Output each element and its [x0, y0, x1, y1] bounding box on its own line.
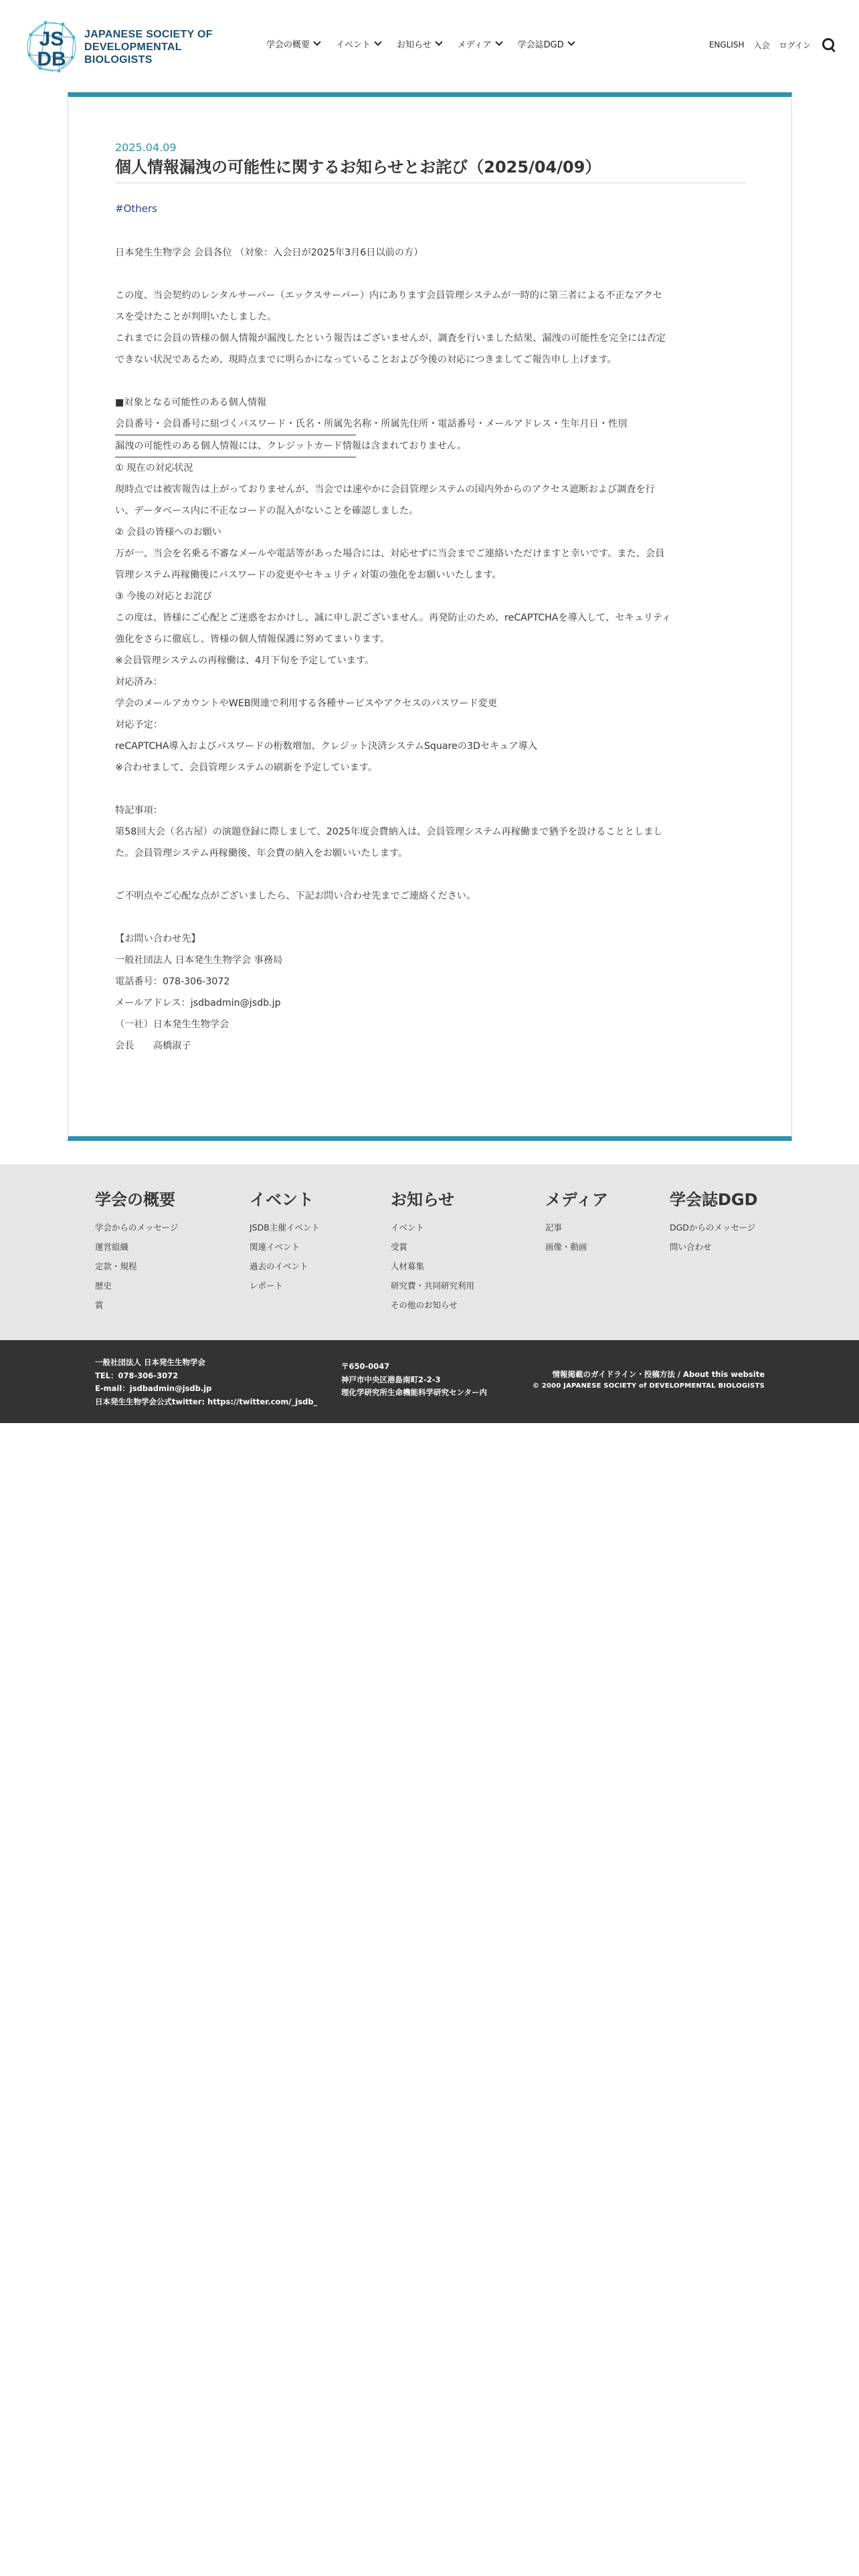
body-line: 対応済み： — [115, 677, 163, 687]
site-footer — [0, 1340, 859, 1423]
nav-item-label: イベント — [336, 40, 371, 50]
signature-person: 会長 高橋淑子 — [115, 1041, 191, 1051]
footer-address-line: 理化学研究所生命機能科学研究センター内 — [341, 1388, 488, 1397]
footer-link[interactable]: 受賞 — [391, 1242, 408, 1252]
nav-item-news[interactable] — [397, 37, 442, 50]
footer-link[interactable]: DGDからのメッセージ — [670, 1222, 756, 1232]
footer-address-line: 神戸市中央区港島南町2-2-3 — [341, 1374, 441, 1384]
nav-item-events[interactable] — [336, 37, 381, 50]
site-logo[interactable] — [25, 15, 226, 79]
footer-twitter[interactable]: 日本発生生物学会公式twitter: https://twitter.com/_jsdb_ — [95, 1396, 318, 1406]
logo-mark — [25, 15, 78, 79]
paragraph-gap — [115, 370, 745, 392]
body-line: 強化をさらに徹底し、皆様の個人情報保護に努めてまいります。 — [115, 634, 390, 645]
main-nav — [266, 37, 590, 50]
footer-link[interactable]: 賞 — [95, 1300, 104, 1310]
nav-item-label: お知らせ — [397, 40, 432, 50]
logo-network-icon — [25, 15, 78, 79]
body-line: 日本発生生物学会 会員各位 （対象：入会日が2025年3月6日以前の方） — [115, 247, 423, 258]
footer-heading[interactable]: お知らせ — [391, 1190, 455, 1209]
footer-col-events — [250, 1190, 320, 1295]
article — [115, 141, 745, 1057]
footer-link[interactable]: 歴史 — [95, 1281, 112, 1291]
logo-text-line: DEVELOPMENTAL — [84, 41, 182, 53]
body-line: ※合わせまして、会員管理システムの刷新を予定しています。 — [115, 762, 378, 773]
footer-link[interactable]: 画像・動画 — [545, 1242, 587, 1252]
body-line: ■対象となる可能性のある個人情報 — [115, 397, 267, 408]
site-header — [0, 0, 859, 94]
body-line: ご不明点やご心配な点がございましたら、下記お問い合わせ先までご連絡ください。 — [115, 891, 476, 901]
body-line: 電話番号：078-306-3072 — [115, 976, 230, 987]
footer-address — [341, 1360, 487, 1400]
body-line: スを受けたことが判明いたしました。 — [115, 312, 277, 322]
body-line: 現時点では被害報告は上がっておりませんが、当会では速やかに会員管理システムの国内外からのアクセス遮断および調査を行 — [115, 484, 655, 495]
body-line: 【お問い合わせ先】 — [115, 934, 201, 944]
body-line: reCAPTCHA導入およびパスワードの桁数増加、クレジット決済システムSquareの3Dセキュア導入 — [115, 741, 538, 752]
footer-link[interactable]: 過去のイベント — [250, 1261, 308, 1271]
logo-text-line: BIOLOGISTS — [84, 53, 153, 66]
body-line: 会員番号・会員番号に紐づくパスワード・氏名・所属先名称・所属先住所・電話番号・メールアドレス・生年月日・性別 — [115, 419, 628, 429]
body-line: た。会員管理システム再稼働後、年会費の納入をお願いいたします。 — [115, 848, 408, 859]
footer-col-media — [545, 1190, 608, 1257]
body-line: 対応予定： — [115, 720, 163, 730]
footer-contact-line: TEL：078-306-3072 — [95, 1370, 179, 1380]
footer-col-dgd — [670, 1190, 758, 1257]
footer-link[interactable]: 学会からのメッセージ — [95, 1222, 179, 1232]
nav-item-media[interactable] — [458, 37, 502, 50]
footer-link[interactable]: 問い合わせ — [670, 1242, 712, 1252]
nav-item-dgd[interactable] — [518, 37, 574, 50]
footer-link[interactable]: 運営組織 — [95, 1242, 129, 1252]
article-date: 2025.04.09 — [115, 141, 177, 154]
footer-link[interactable]: 定款・規程 — [95, 1261, 137, 1271]
footer-col-about — [95, 1190, 178, 1315]
article-card — [68, 92, 792, 1141]
article-signature — [115, 1014, 745, 1057]
nav-item-about[interactable] — [266, 37, 320, 50]
category-tag[interactable]: #Others — [115, 203, 157, 215]
logo-text-line: JAPANESE SOCIETY OF — [84, 28, 213, 40]
chevron-down-icon — [495, 38, 502, 45]
footer-link[interactable]: 研究費・共同研究利用 — [391, 1281, 475, 1291]
chevron-down-icon — [313, 38, 320, 45]
english-link[interactable]: ENGLISH — [708, 40, 745, 49]
footer-link[interactable]: その他のお知らせ — [391, 1300, 458, 1310]
logo-letters-bottom: DB — [37, 48, 66, 70]
utility-nav — [700, 37, 836, 52]
footer-link[interactable]: レポート — [250, 1281, 284, 1291]
body-line: 学会のメールアカウントやWEB関連で利用する各種サービスやアクセスのパスワード変更 — [115, 698, 498, 709]
copyright: © 2000 JAPANESE SOCIETY of DEVELOPMENTAL BIOLOGISTS — [532, 1382, 765, 1390]
chevron-down-icon — [567, 38, 575, 45]
footer-right — [533, 1368, 765, 1392]
footer-link[interactable]: イベント — [391, 1222, 425, 1232]
nav-item-label: メディア — [457, 40, 492, 50]
join-link[interactable]: 入会 — [753, 40, 770, 50]
footer-heading[interactable]: メディア — [545, 1190, 609, 1209]
paragraph-gap — [115, 864, 745, 885]
footer-heading[interactable]: 学会誌DGD — [670, 1190, 758, 1209]
body-line: ③ 今後の対応とお詫び — [115, 591, 212, 602]
body-line: この度、当会契約のレンタルサーバー（エックスサーバー）内にあります会員管理システムが一時的に第三者による不正なアクセ — [115, 290, 662, 301]
body-line: 一般社団法人 日本発生生物学会 事務局 — [115, 955, 283, 966]
guideline-link[interactable]: 情報掲載のガイドライン・投稿方法 / About this website — [552, 1370, 765, 1379]
footer-email[interactable]: E-mail：jsdbadmin@jsdb.jp — [95, 1384, 212, 1393]
footer-link[interactable]: 人材募集 — [391, 1261, 425, 1271]
logo-text — [84, 28, 213, 66]
footer-heading[interactable]: イベント — [250, 1190, 314, 1209]
footer-contact-line: 一般社団法人 日本発生生物学会 — [95, 1358, 206, 1367]
footer-col-news — [391, 1190, 474, 1315]
body-line: 第58回大会（名古屋）の演題登録に際しまして、2025年度会費納入は、会員管理システム再稼働まで猶予を設けることとしまし — [115, 827, 663, 837]
footer-link[interactable]: 関連イベント — [250, 1242, 300, 1252]
body-line: ① 現在の対応状況 — [115, 463, 193, 473]
footer-heading[interactable]: 学会の概要 — [95, 1190, 175, 1209]
paragraph-gap — [115, 263, 745, 285]
body-line: できない状況であるため、現時点までに明らかになっていることおよび今後の対応につきましてご報告申し上げます。 — [115, 354, 617, 365]
footer-nav — [0, 1164, 859, 1340]
body-line: この度は、皆様にご心配とご迷惑をおかけし、誠に申し訳ございません。再発防止のため、reCAPTCHAを導入して、セキュリティ — [115, 613, 672, 623]
footer-link[interactable]: 記事 — [545, 1222, 563, 1232]
footer-address-line: 〒650-0047 — [341, 1362, 390, 1371]
body-line: 特記事項： — [115, 805, 163, 816]
search-icon[interactable] — [822, 37, 836, 52]
footer-contact — [95, 1356, 317, 1408]
body-line: 管理システム再稼働後にパスワードの変更やセキュリティ対策の強化をお願いいたします。 — [115, 570, 502, 580]
nav-item-label: 学会の概要 — [266, 40, 310, 50]
signature-org: （一社）日本発生生物学会 — [115, 1019, 229, 1030]
body-line: これまでに会員の皆様の個人情報が漏洩したという報告はございませんが、調査を行いました結果、漏洩の可能性を完全には否定 — [115, 333, 666, 344]
login-link[interactable]: ログイン — [779, 40, 811, 50]
body-line: ※会員管理システムの再稼働は、4月下旬を予定しています。 — [115, 655, 375, 666]
paragraph-gap — [115, 778, 745, 800]
body-line: 万が一、当会を名乗る不審なメールや電話等があった場合には、対応せずに当会までご連絡いただけますと幸いです。また、会員 — [115, 548, 665, 559]
paragraph-gap — [115, 907, 745, 928]
nav-item-label: 学会誌DGD — [517, 40, 564, 50]
chevron-down-icon — [435, 38, 442, 45]
footer-link[interactable]: JSDB主催イベント — [250, 1222, 320, 1232]
article-body — [115, 242, 745, 1014]
article-title: 個人情報漏洩の可能性に関するお知らせとお詫び（2025/04/09） — [115, 156, 745, 183]
body-line: メールアドレス：jsdbadmin@jsdb.jp — [115, 998, 281, 1008]
logo-letters-top: JS — [39, 28, 64, 50]
chevron-down-icon — [374, 38, 381, 45]
body-line: い、データベース内に不正なコードの混入がないことを確認しました。 — [115, 506, 419, 516]
body-line: 漏洩の可能性のある個人情報には、クレジットカード情報は含まれておりません。 — [115, 441, 467, 451]
body-line: ② 会員の皆様へのお願い — [115, 527, 222, 538]
